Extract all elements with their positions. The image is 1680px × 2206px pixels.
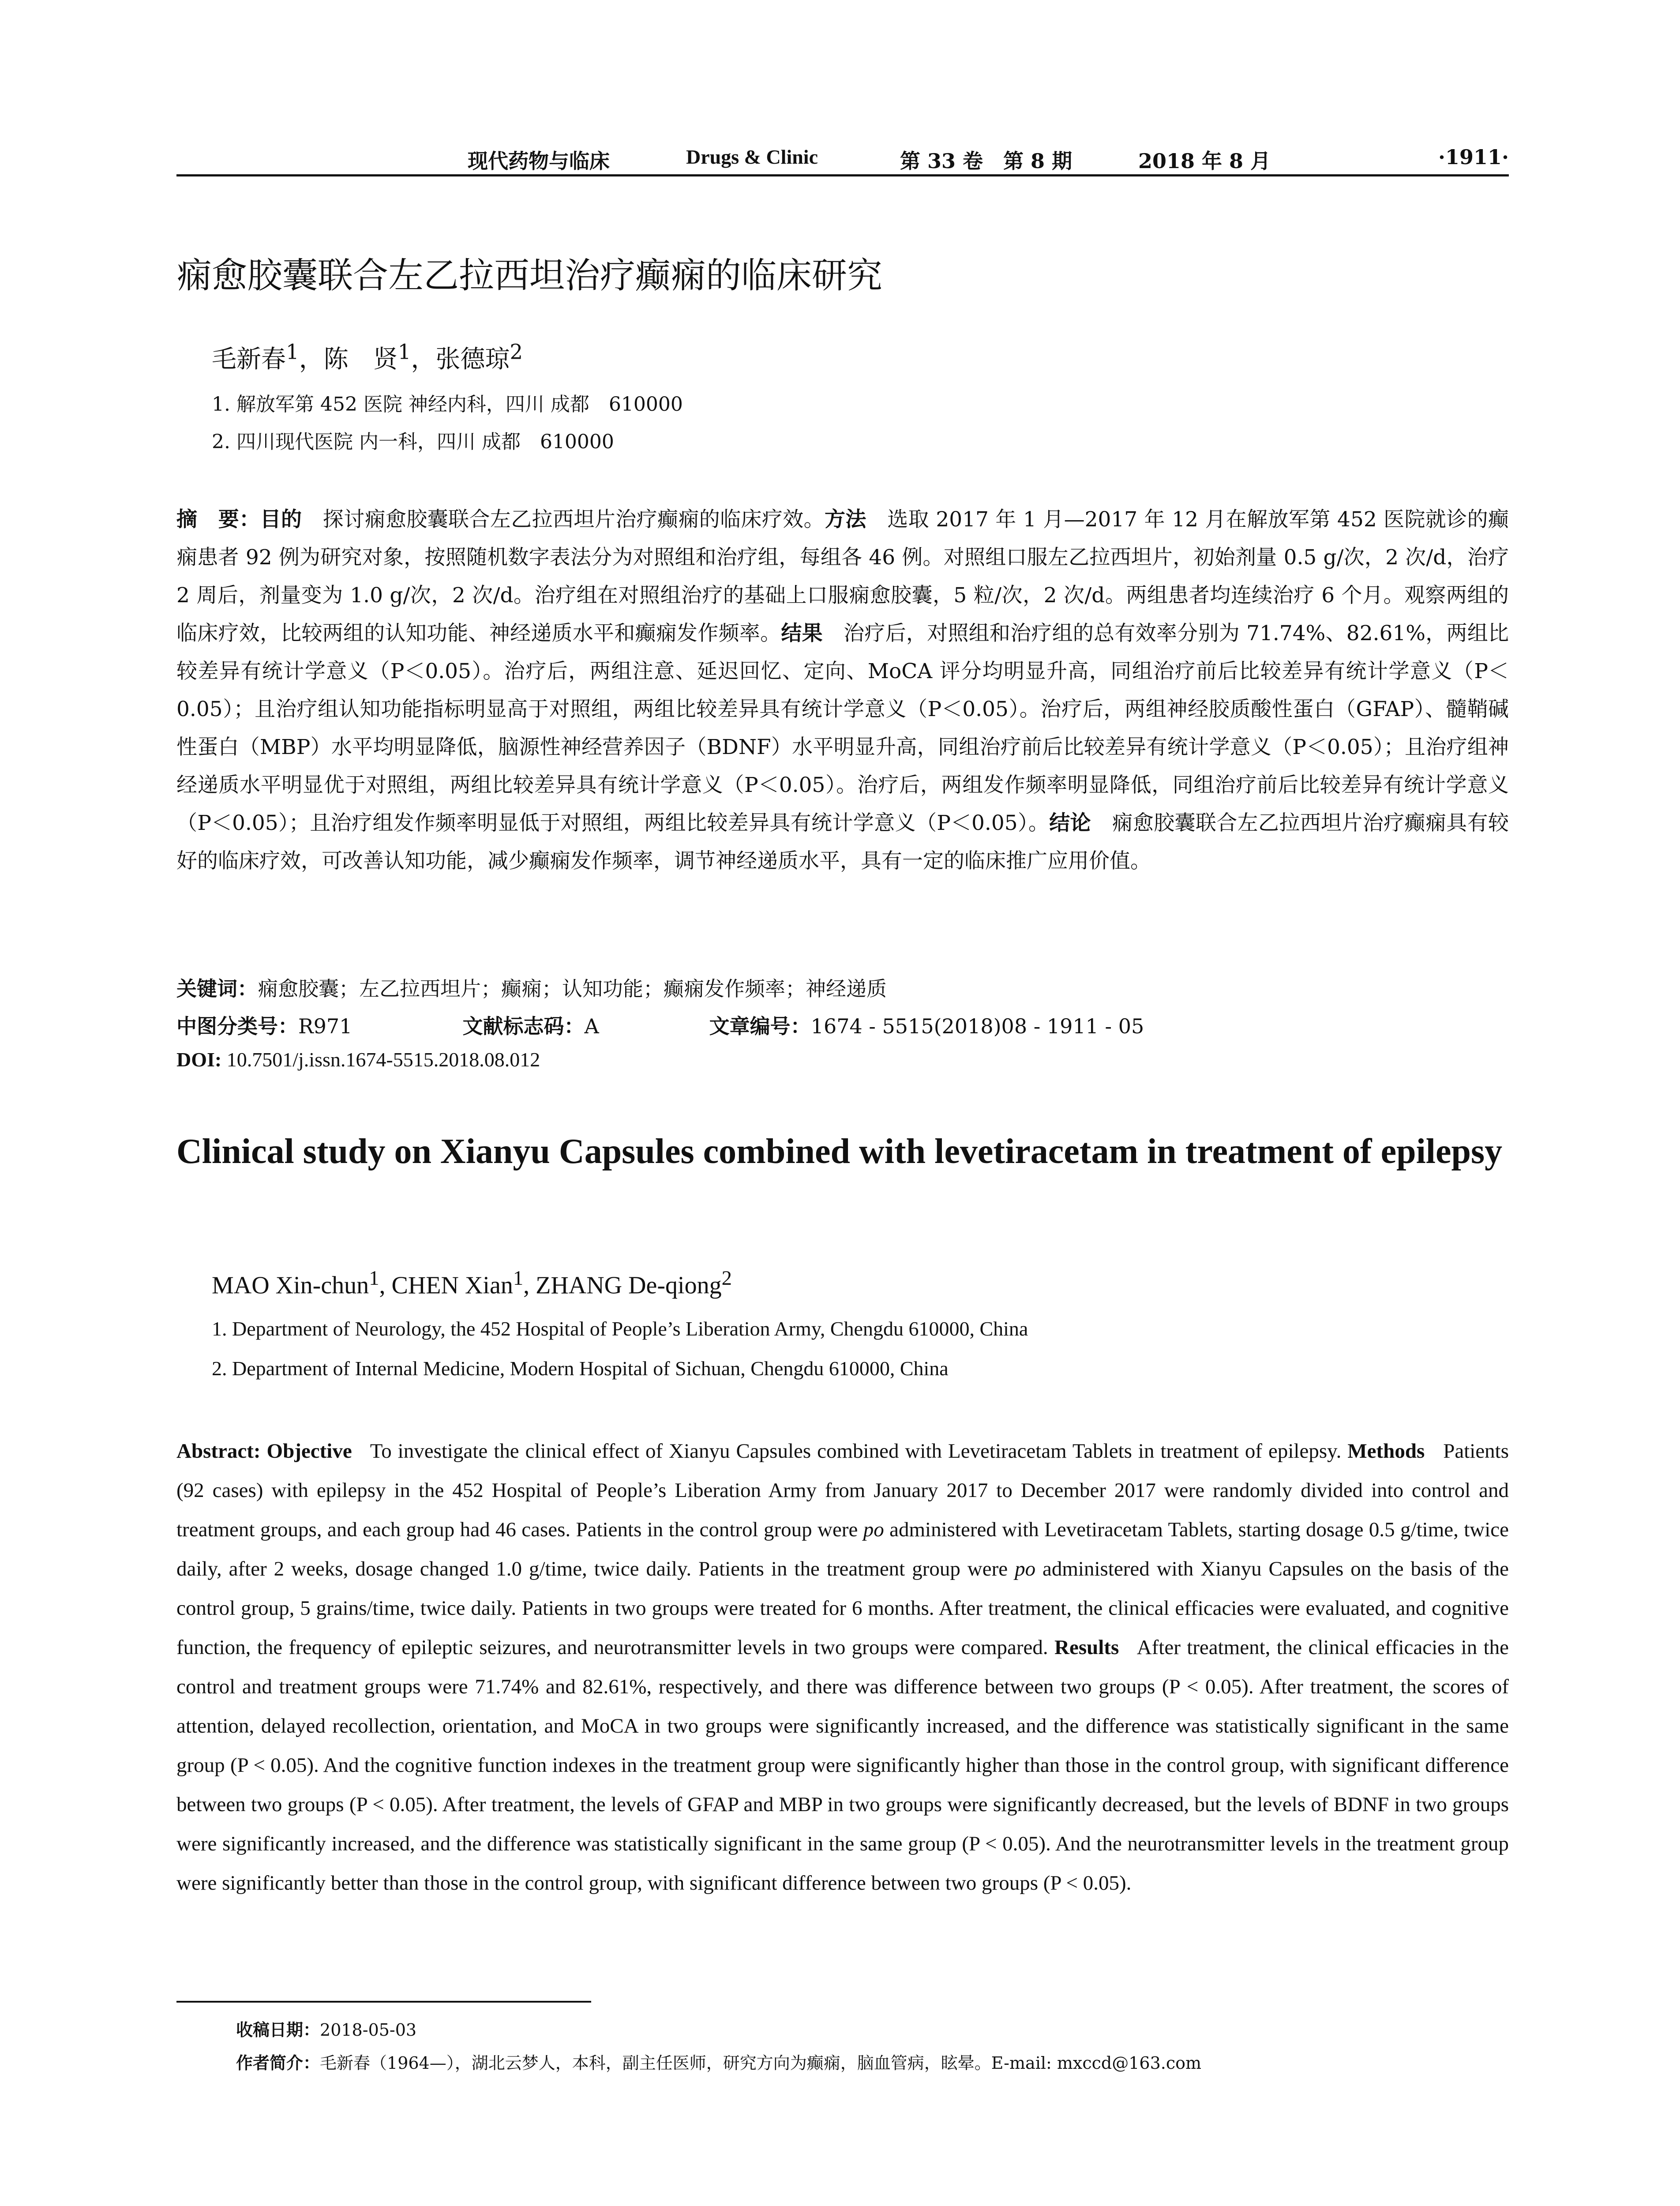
abstract-label: 摘 要： bbox=[176, 507, 260, 532]
section-label: Results bbox=[1054, 1636, 1119, 1659]
article-title-en: Clinical study on Xianyu Capsules combined with levetiracetam in treatment of epilepsy bbox=[176, 1132, 1503, 1171]
section-label: 结果 bbox=[781, 621, 823, 645]
abstract-conclusion: 痫愈胶囊联合左乙拉西坦片治疗癫痫具有较好的临床疗效，可改善认知功能，减少癫痫发作频率，调节神经递质水平，具有一定的临床推广应用价值。 bbox=[176, 811, 1509, 873]
bio-value: 毛新春（1964—），湖北云梦人，本科，副主任医师，研究方向为癫痫，脑血管病，眩晕。E-mail: mxccd@163.com bbox=[320, 2053, 1202, 2073]
author-affiliation-mark: 1 bbox=[286, 340, 299, 364]
doi-line bbox=[176, 1048, 540, 1071]
article-title-zh: 痫愈胶囊联合左乙拉西坦治疗癫痫的临床研究 bbox=[176, 255, 882, 296]
journal-name-en: Drugs & Clinic bbox=[686, 146, 818, 168]
abstract-label: Abstract: bbox=[176, 1440, 261, 1463]
abstract-methods: Patients (92 cases) with epilepsy in the 452 Hospital of People’s Liberation Army from January 2017 to December 2017 were randomly divided into control and treatment groups, and each group had 46 cases. Patients in the control group were bbox=[176, 1440, 1509, 1541]
journal-page bbox=[176, 0, 1509, 2206]
abstract-methods: 选取 2017 年 1 月—2017 年 12 月在解放军第 452 医院就诊的癫痫患者 92 例为研究对象，按照随机数字表法分为对照组和治疗组，每组各 46 例。对照组口服左乙拉西坦片，初始剂量 0.5 g/次，2 次/d，治疗 2 周后，剂量变为 1.0 g/次，2 次/d。治疗组在对照组治疗的基础上口服痫愈胶囊，5 粒/次，2 次/d。两组患者均连续治疗 6 个月。观察两组的临床疗效，比较两组的认知功能、神经递质水平和癫痫发作频率。 bbox=[176, 507, 1509, 645]
issue-date: 2018 年 8 月 bbox=[1138, 149, 1271, 173]
author-name: MAO Xin-chun bbox=[212, 1272, 369, 1299]
abstract-methods: administered with Xianyu Capsules on the basis of the control group, 5 grains/time, twice daily. Patients in two groups were treated for 6 months. After treatment, the clinical efficacies were evaluated, and cognitive function, the frequency of epileptic seizures, and neurotransmitter levels in two groups were compared. bbox=[176, 1557, 1509, 1659]
route-abbrev: po bbox=[1015, 1557, 1036, 1580]
route-abbrev: po bbox=[863, 1518, 884, 1541]
received-value: 2018-05-03 bbox=[320, 2020, 417, 2040]
author-name: 毛新春 bbox=[212, 345, 286, 374]
bio-label: 作者简介： bbox=[236, 2053, 320, 2073]
affiliation-en: 1. Department of Neurology, the 452 Hospital of People’s Liberation Army, Chengdu 610000, China bbox=[212, 1317, 1028, 1340]
author-affiliation-mark: 1 bbox=[398, 340, 411, 364]
abstract-objective: 探讨痫愈胶囊联合左乙拉西坦片治疗癫痫的临床疗效。 bbox=[322, 507, 825, 532]
clc-value: R971 bbox=[298, 1014, 352, 1038]
section-label: 结论 bbox=[1049, 811, 1091, 835]
abstract-en bbox=[176, 1432, 1509, 1903]
author-affiliation-mark: 1 bbox=[513, 1267, 524, 1290]
section-label: 目的 bbox=[260, 507, 302, 532]
doc-code-label: 文献标志码： bbox=[462, 1014, 585, 1038]
abstract-results: 治疗后，对照组和治疗组的总有效率分别为 71.74%、82.61%，两组比较差异有统计学意义（P＜0.05）。治疗后，两组注意、延迟回忆、定向、MoCA 评分均明显升高，同组治疗前后比较差异有统计学意义（P＜0.05）；且治疗组认知功能指标明显高于对照组，两组比较差异具有统计学意义（P＜0.05）。治疗后，两组神经胶质酸性蛋白（GFAP）、髓鞘碱性蛋白（MBP）水平均明显降低，脑源性神经营养因子（BDNF）水平明显升高，同组治疗前后比较差异有统计学意义（P＜0.05）；且治疗组神经递质水平明显优于对照组，两组比较差异具有统计学意义（P＜0.05）。治疗后，两组发作频率明显降低，同组治疗前后比较差异有统计学意义（P＜0.05）；且治疗组发作频率明显低于对照组，两组比较差异具有统计学意义（P＜0.05）。 bbox=[176, 621, 1509, 835]
keywords bbox=[176, 973, 887, 1002]
journal-name-zh: 现代药物与临床 bbox=[468, 149, 610, 173]
doc-code-value: A bbox=[584, 1014, 599, 1038]
affiliation-zh: 2. 四川现代医院 内一科，四川 成都 610000 bbox=[212, 431, 614, 453]
section-label: 方法 bbox=[825, 507, 866, 532]
author-affiliation-mark: 2 bbox=[721, 1267, 732, 1290]
affiliation-zh: 1. 解放军第 452 医院 神经内科，四川 成都 610000 bbox=[212, 393, 683, 416]
author-name: 张德琼 bbox=[435, 345, 510, 374]
keywords-label: 关键词： bbox=[176, 977, 258, 1001]
author-name: CHEN Xian bbox=[391, 1272, 513, 1299]
article-no-value: 1674 - 5515(2018)08 - 1911 - 05 bbox=[810, 1014, 1144, 1038]
received-date bbox=[236, 2016, 416, 2041]
author-affiliation-mark: 2 bbox=[510, 340, 523, 364]
author-name: 陈 贤 bbox=[323, 345, 398, 374]
author-affiliation-mark: 1 bbox=[369, 1267, 379, 1290]
author-list-en: MAO Xin-chun$^1$, CHEN Xian$^1$, ZHANG De-qiong$^2$ bbox=[212, 1267, 732, 1299]
keywords-value: 痫愈胶囊；左乙拉西坦片；癫痫；认知功能；癫痫发作频率；神经递质 bbox=[258, 977, 887, 1001]
footnote-divider bbox=[176, 2001, 591, 2003]
doi-label: DOI: bbox=[176, 1048, 222, 1071]
doi-value[interactable]: 10.7501/j.issn.1674-5515.2018.08.012 bbox=[226, 1048, 540, 1071]
abstract-methods: administered with Levetiracetam Tablets, starting dosage 0.5 g/time, twice daily, after 2 weeks, dosage changed 1.0 g/time, twice daily. Patients in the treatment group were bbox=[176, 1518, 1509, 1580]
clc-label: 中图分类号： bbox=[176, 1014, 298, 1038]
section-label: Objective bbox=[266, 1440, 352, 1463]
author-name: ZHANG De-qiong bbox=[536, 1272, 722, 1299]
author-bio bbox=[236, 2049, 1201, 2074]
section-label: Methods bbox=[1347, 1440, 1425, 1463]
abstract-zh bbox=[176, 501, 1509, 880]
article-no-label: 文章编号： bbox=[709, 1014, 811, 1038]
author-list-zh: 毛新春$^1$，陈 贤$^1$，张德琼$^2$ bbox=[212, 340, 523, 374]
abstract-objective: To investigate the clinical effect of Xianyu Capsules combined with Levetiracetam Tablets in treatment of epilepsy. bbox=[370, 1440, 1342, 1463]
classification-line bbox=[176, 1010, 1144, 1039]
volume-issue: 第 33 卷 第 8 期 bbox=[900, 149, 1072, 173]
abstract-results: After treatment, the clinical efficacies in the control and treatment groups were 71.74% and 82.61%, respectively, and there was difference between two groups (P < 0.05). After treatment, the scores of attention, delayed recollection, orientation, and MoCA in two groups were significantly increased, and the difference was statistically significant in the same group (P < 0.05). And the cognitive function indexes in the treatment group were significantly higher than those in the control group, with significant difference between two groups (P < 0.05). After treatment, the levels of GFAP and MBP in two groups were significantly decreased, but the levels of BDNF in two groups were significantly increased, and the difference was statistically significant in the same group (P < 0.05). And the neurotransmitter levels in the treatment group were significantly better than those in the control group, with significant difference between two groups (P < 0.05). bbox=[176, 1636, 1509, 1895]
received-label: 收稿日期： bbox=[236, 2020, 320, 2040]
affiliation-en: 2. Department of Internal Medicine, Modern Hospital of Sichuan, Chengdu 610000, China bbox=[212, 1357, 949, 1380]
running-header bbox=[176, 139, 1509, 176]
page-number: ·1911· bbox=[1438, 145, 1509, 169]
